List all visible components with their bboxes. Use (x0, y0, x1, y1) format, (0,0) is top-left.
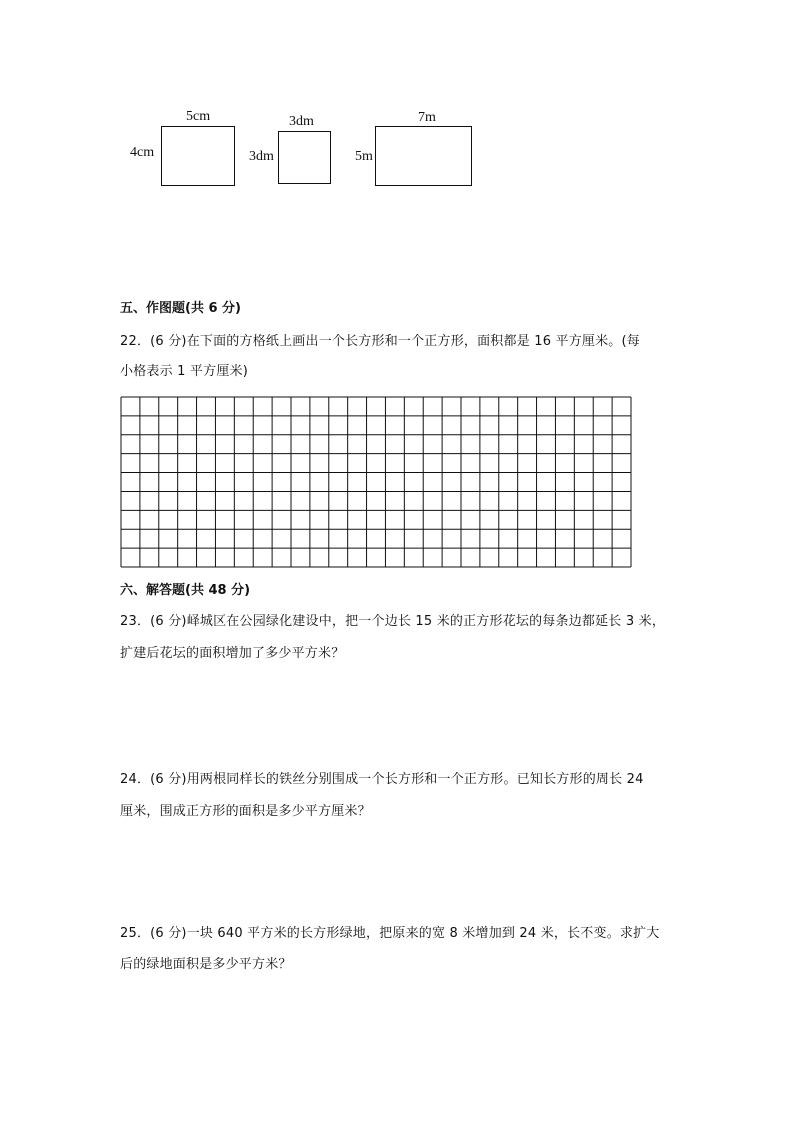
question-24-line-2: 厘米，围成正方形的面积是多少平方厘米？ (120, 804, 371, 819)
figure-3-side-label: 5m (355, 149, 373, 164)
question-23-line-2: 扩建后花坛的面积增加了多少平方米？ (120, 646, 345, 661)
question-22-line-2: 小格表示 1 平方厘米) (120, 364, 249, 379)
figure-1-top-label: 5cm (186, 109, 211, 124)
grid-paper[interactable] (120, 396, 632, 568)
question-25-line-2: 后的绿地面积是多少平方米？ (120, 957, 292, 972)
figure-2-top-label: 3dm (289, 114, 314, 129)
section-5-title: 五、作图题(共 6 分) (120, 301, 241, 316)
figure-2-rect (278, 131, 331, 184)
question-23-line-1: 23．(6 分)峄城区在公园绿化建设中，把一个边长 15 米的正方形花坛的每条边都延长 3 米， (120, 614, 666, 629)
figure-1-side-label: 4cm (130, 145, 155, 160)
figure-3-rect (375, 126, 472, 186)
question-25-line-1: 25．(6 分)一块 640 平方米的长方形绿地，把原来的宽 8 米增加到 24 米，长不变。求扩大 (120, 926, 660, 941)
question-24-line-1: 24．(6 分)用两根同样长的铁丝分别围成一个长方形和一个正方形。已知长方形的周长 24 (120, 772, 644, 787)
figure-3-top-label: 7m (418, 110, 436, 125)
question-22-line-1: 22．(6 分)在下面的方格纸上画出一个长方形和一个正方形，面积都是 16 平方厘米。(每 (120, 334, 640, 349)
figure-1-rect (161, 126, 235, 186)
figure-2-side-label: 3dm (249, 149, 274, 164)
section-6-title: 六、解答题(共 48 分) (120, 583, 251, 598)
